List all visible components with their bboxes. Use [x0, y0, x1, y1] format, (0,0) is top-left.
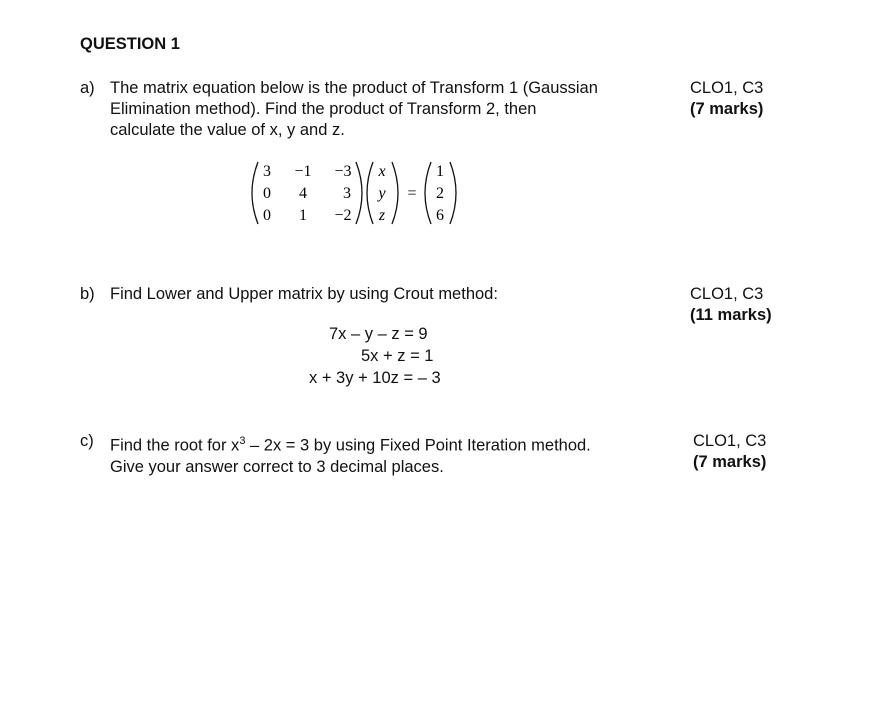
- vector-b-cell: 1: [436, 163, 444, 180]
- equation-2: 5x + z = 1: [361, 347, 434, 365]
- part-b-label: b): [80, 285, 95, 303]
- part-c-marks: (7 marks): [693, 453, 767, 471]
- part-c-clo-code: CLO1, C3: [693, 432, 767, 450]
- vector-b-cell: 6: [436, 207, 444, 224]
- matrix-a-cell: 3: [263, 163, 271, 180]
- part-a-clo: [690, 78, 763, 120]
- vector-x-left-paren: [367, 162, 373, 224]
- equation-3: x + 3y + 10z = – 3: [309, 369, 441, 387]
- part-b-clo: [690, 284, 772, 326]
- vector-b-left-paren: [425, 162, 431, 224]
- equation-1: 7x – y – z = 9: [329, 325, 428, 343]
- vector-x-cell: y: [378, 185, 386, 202]
- part-b-text: Find Lower and Upper matrix by using Crout method:: [110, 285, 498, 303]
- part-b-clo-code: CLO1, C3: [690, 285, 764, 303]
- vector-x-cell: z: [378, 207, 386, 224]
- matrix-a-cell: −2: [334, 207, 352, 224]
- matrix-a-cell: 0: [263, 185, 271, 202]
- part-a-label: a): [80, 79, 95, 97]
- part-c-line-1: [110, 431, 670, 457]
- matrix-a-cell: 4: [299, 185, 307, 202]
- part-a-line-3: calculate the value of x, y and z.: [110, 121, 345, 139]
- question-title: QUESTION 1: [80, 35, 180, 53]
- part-c-line-2: Give your answer correct to 3 decimal places.: [110, 457, 444, 476]
- matrix-a-cell: 1: [299, 207, 307, 224]
- equals-sign: =: [407, 185, 417, 202]
- part-a-marks: (7 marks): [690, 100, 764, 118]
- part-b-marks: (11 marks): [690, 306, 772, 324]
- matrix-equation: [240, 158, 480, 228]
- matrix-a-left-paren: [252, 162, 258, 224]
- vector-x-right-paren: [392, 162, 398, 224]
- vector-b-right-paren: [450, 162, 456, 224]
- matrix-a-right-paren: [356, 162, 362, 224]
- part-a-clo-code: CLO1, C3: [690, 79, 764, 97]
- matrix-a-cell: 3: [343, 185, 351, 202]
- part-a-text: [110, 78, 670, 141]
- vector-b-cell: 2: [436, 185, 444, 202]
- part-c-text: [110, 431, 670, 478]
- matrix-a-cell: 0: [263, 207, 271, 224]
- matrix-a-cell: −3: [334, 163, 352, 180]
- matrix-a-cell: −1: [294, 163, 312, 180]
- part-c-clo: [693, 431, 766, 473]
- part-a-line-1: The matrix equation below is the product of Transform 1 (Gaussian: [110, 79, 598, 97]
- part-c-label: c): [80, 432, 94, 450]
- part-c-text-end: – 2x = 3 by using Fixed Point Iteration method.: [245, 436, 591, 455]
- vector-x-cell: x: [378, 163, 386, 180]
- part-a-line-2: Elimination method). Find the product of Transform 2, then: [110, 100, 537, 118]
- part-c-exponent: 3: [239, 435, 246, 447]
- part-c-text-start: Find the root for x: [110, 436, 240, 455]
